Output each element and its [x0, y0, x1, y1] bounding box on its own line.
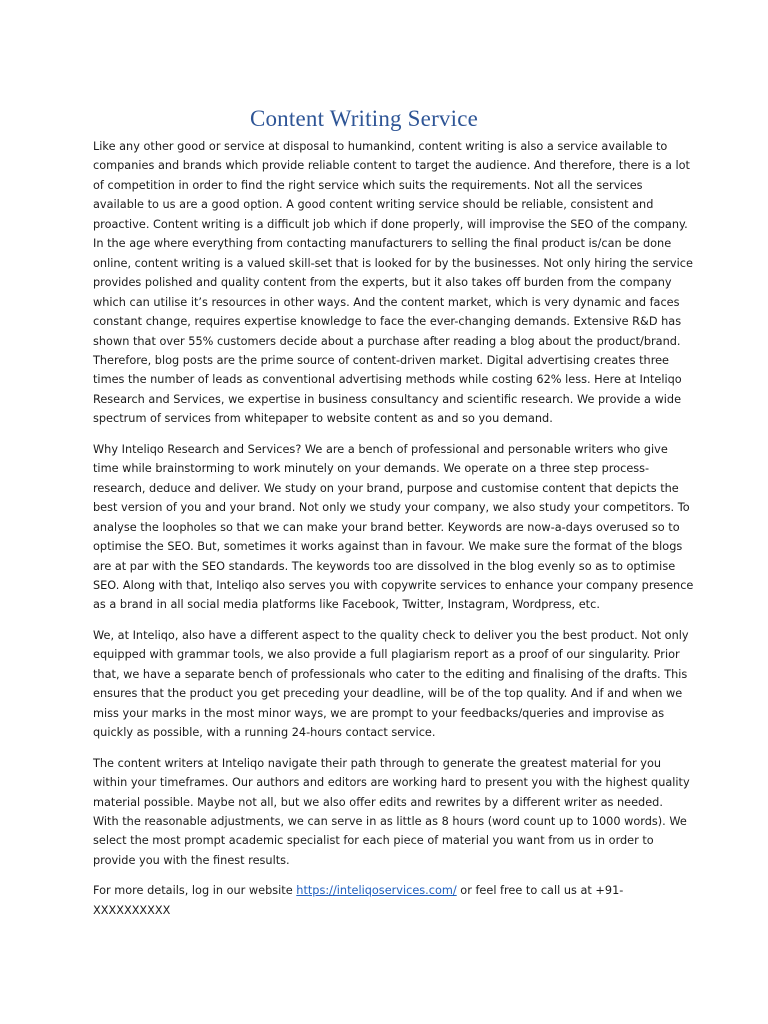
paragraph-line: shown that over 55% customers decide about a purchase after reading a blog about the product/brand. — [93, 334, 681, 348]
paragraph-line: select the most prompt academic specialist for each piece of material you want from us in order to — [93, 834, 654, 848]
paragraph-line: In the age where everything from contacting manufacturers to selling the final product is/can be done — [93, 237, 672, 251]
paragraphs-container — [93, 137, 694, 870]
paragraph-line: times the number of leads as conventional advertising methods while costing 62% less. Here at Inteliqo — [93, 373, 682, 387]
document-body — [93, 137, 694, 931]
paragraph-line: Therefore, blog posts are the prime source of content-driven market. Digital advertising creates three — [93, 353, 669, 367]
paragraph-line: as a brand in all social media platforms like Facebook, Twitter, Instagram, Wordpress, etc. — [93, 598, 600, 612]
paragraph-line: The content writers at Inteliqo navigate their path through to generate the greatest material for you — [93, 756, 662, 770]
body-paragraph-4 — [93, 754, 690, 871]
contact-phone: XXXXXXXXXX — [93, 903, 171, 917]
paragraph-line: available to us are a good option. A good content writing service should be reliable, consistent and — [93, 198, 654, 212]
paragraph-line: provide you with the finest results. — [93, 853, 290, 867]
paragraph-line: material possible. Maybe not all, but we also offer edits and rewrites by a different writer as needed. — [93, 795, 663, 809]
paragraph-line: Like any other good or service at disposal to humankind, content writing is also a service available to — [93, 140, 668, 153]
contact-prefix: For more details, log in our website — [93, 884, 297, 898]
paragraph-line: of competition in order to find the right service which suits the requirements. Not all the services — [93, 178, 643, 192]
paragraph-line: companies and brands which provide reliable content to target the audience. And therefore, there is a lot — [93, 159, 690, 173]
paragraph-line: online, content writing is a valued skill-set that is looked for by the businesses. Not only hiring the service — [93, 256, 693, 270]
paragraph-line: quickly as possible, with a running 24-hours contact service. — [93, 726, 436, 740]
paragraph-line: proactive. Content writing is a difficult job which if done properly, will improvise the SEO of the company. — [93, 217, 688, 231]
paragraph-line: Research and Services, we expertise in business consultancy and scientific research. We provide a wide — [93, 392, 682, 406]
body-paragraph-2 — [93, 440, 694, 615]
paragraph-line: Why Inteliqo Research and Services? We are a bench of professional and personable writers who give — [93, 442, 668, 456]
contact-line-1 — [93, 881, 675, 900]
paragraph-line: within your timeframes. Our authors and editors are working hard to present you with the highest quality — [93, 776, 690, 790]
body-paragraph-3 — [93, 626, 689, 743]
paragraph-line: that, we have a separate bench of professionals who cater to the editing and finalising of the drafts. This — [93, 667, 688, 681]
website-link[interactable]: https://inteliqoservices.com/ — [296, 884, 457, 898]
paragraph-line: equipped with grammar tools, we also provide a full plagiarism report as a proof of our singularity. Prior — [93, 648, 680, 662]
paragraph-line: We, at Inteliqo, also have a different aspect to the quality check to deliver you the best product. Not only — [93, 628, 689, 642]
paragraph-line: research, deduce and deliver. We study on your brand, purpose and customise content that depicts the — [93, 481, 679, 495]
paragraph-line: spectrum of services from whitepaper to website content as and so you demand. — [93, 412, 553, 426]
paragraph-line: are at par with the SEO standards. The keywords too are dissolved in the blog evenly so as to optimise — [93, 559, 676, 573]
body-paragraph-1 — [93, 137, 693, 429]
paragraph-line: time while brainstorming to work minutely on your demands. We operate on a three step process- — [93, 462, 650, 476]
contact-paragraph — [93, 881, 675, 920]
paragraph-line: analyse the loopholes so that we can make your brand better. Keywords are now-a-days overused so to — [93, 520, 680, 534]
paragraph-line: which can utilise it’s resources in other ways. And the content market, which is very dynamic and faces — [93, 295, 680, 309]
paragraph-line: provides polished and quality content from the experts, but it also takes off burden from the company — [93, 276, 672, 290]
contact-suffix: or feel free to call us at +91- — [456, 884, 624, 898]
paragraph-line: best version of you and your brand. Not only we study your company, we also study your competitors. To — [93, 501, 690, 515]
paragraph-line: ensures that the product you get preceding your deadline, will be of the top quality. And if and when we — [93, 687, 683, 701]
paragraph-line: With the reasonable adjustments, we can serve in as little as 8 hours (word count up to 1000 words). We — [93, 814, 687, 828]
paragraph-line: constant change, requires expertise knowledge to face the ever-changing demands. Extensive R&D has — [93, 315, 682, 329]
document-title: Content Writing Service — [249, 106, 479, 131]
paragraph-line: miss your marks in the most minor ways, we are prompt to your feedbacks/queries and improvise as — [93, 706, 665, 720]
paragraph-line: SEO. Along with that, Inteliqo also serves you with copywrite services to enhance your company presence — [93, 578, 694, 592]
paragraph-line: optimise the SEO. But, sometimes it works against than in favour. We make sure the format of the blogs — [93, 540, 683, 554]
